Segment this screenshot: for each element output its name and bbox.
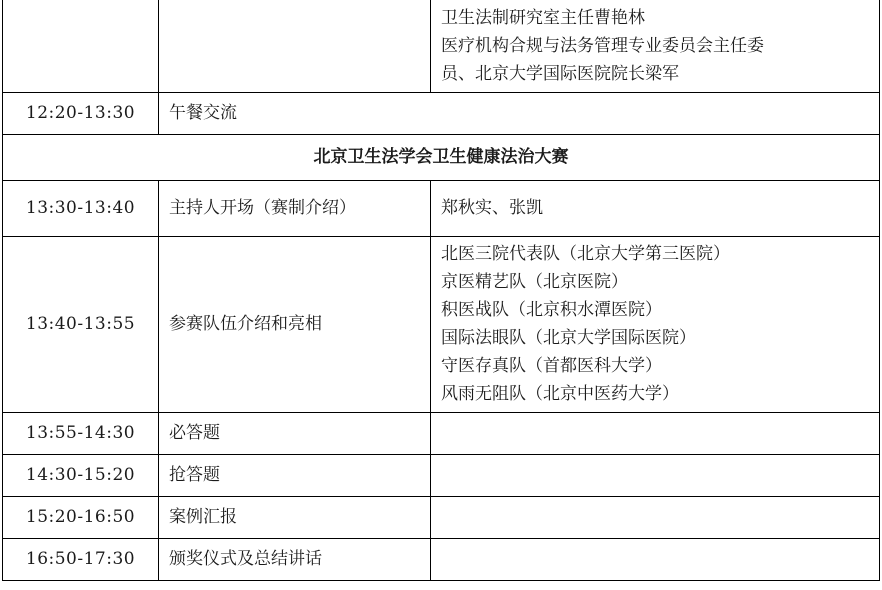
time-cell: 13:40-13:55 — [3, 236, 159, 412]
table-row — [3, 180, 880, 236]
table-row — [3, 496, 880, 538]
people-cell — [431, 454, 880, 496]
people-cell — [431, 496, 880, 538]
people-line: 医疗机构合规与法务管理专业委员会主任委 — [441, 36, 764, 56]
table-row — [3, 236, 880, 412]
item-cell: 必答题 — [159, 412, 431, 454]
section-title: 北京卫生法学会卫生健康法治大赛 — [3, 134, 880, 180]
table-row — [3, 454, 880, 496]
item-cell: 颁奖仪式及总结讲话 — [159, 538, 431, 580]
team-line: 国际法眼队（北京大学国际医院） — [441, 328, 696, 348]
table-row-section — [3, 134, 880, 180]
time-cell: 13:30-13:40 — [3, 180, 159, 236]
item-cell: 午餐交流 — [159, 92, 880, 134]
time-cell: 13:55-14:30 — [3, 412, 159, 454]
item-cell — [159, 0, 431, 92]
time-cell: 14:30-15:20 — [3, 454, 159, 496]
people-cell — [431, 236, 880, 412]
people-cell: 郑秋实、张凯 — [431, 180, 880, 236]
table-row-continuation — [3, 0, 880, 92]
people-line: 卫生法制研究室主任曹艳林 — [441, 8, 645, 28]
time-cell: 12:20-13:30 — [3, 92, 159, 134]
team-line: 守医存真队（首都医科大学） — [441, 356, 662, 376]
time-cell: 16:50-17:30 — [3, 538, 159, 580]
table-row — [3, 412, 880, 454]
table-row-lunch — [3, 92, 880, 134]
time-cell — [3, 0, 159, 92]
item-cell: 案例汇报 — [159, 496, 431, 538]
item-cell: 抢答题 — [159, 454, 431, 496]
team-line: 积医战队（北京积水潭医院） — [441, 300, 662, 320]
team-line: 京医精艺队（北京医院） — [441, 272, 628, 292]
agenda-table — [2, 0, 880, 581]
team-line: 北医三院代表队（北京大学第三医院） — [441, 244, 730, 264]
people-line: 员、北京大学国际医院院长梁军 — [441, 64, 679, 84]
people-cell — [431, 412, 880, 454]
people-cell — [431, 0, 880, 92]
item-cell: 参赛队伍介绍和亮相 — [159, 236, 431, 412]
people-cell — [431, 538, 880, 580]
item-cell: 主持人开场（赛制介绍） — [159, 180, 431, 236]
time-cell: 15:20-16:50 — [3, 496, 159, 538]
team-line: 风雨无阻队（北京中医药大学） — [441, 384, 679, 404]
table-row — [3, 538, 880, 580]
